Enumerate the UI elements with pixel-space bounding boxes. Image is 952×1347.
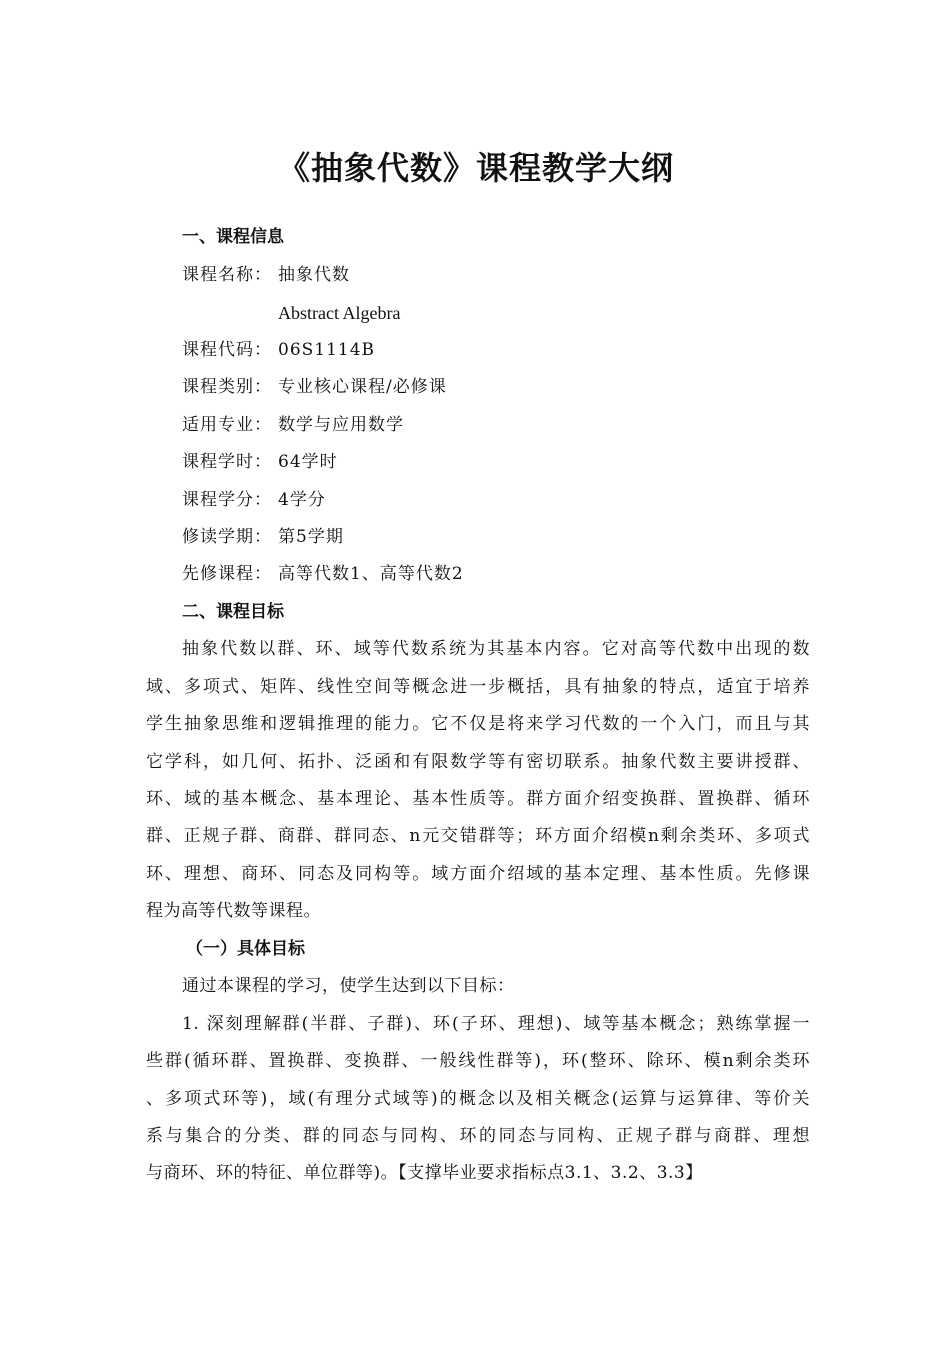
subheading-specific-goals: （一）具体目标 [186, 939, 305, 959]
info-row-course-category [182, 375, 447, 399]
paragraph-line: 学生抽象思维和逻辑推理的能力。它不仅是将来学习代数的一个入门，而且与其 [146, 714, 810, 734]
info-label: 修读学期： [182, 527, 272, 547]
goal-line: 1. 深刻理解群(半群、子群)、环(子环、理想)、域等基本概念；熟练掌握一 [182, 1014, 810, 1034]
info-value: 专业核心课程/必修课 [278, 377, 447, 397]
paragraph-line: 环、域的基本概念、基本理论、基本性质等。群方面介绍变换群、置换群、循环 [146, 789, 810, 809]
info-row-prerequisites [182, 562, 464, 586]
info-label: 适用专业： [182, 415, 272, 435]
goal-line: 系与集合的分类、群的同态与同构、环的同态与同构、正规子群与商群、理想 [146, 1126, 810, 1146]
info-label: 先修课程： [182, 564, 272, 584]
paragraph-line: 程为高等代数等课程。 [146, 901, 321, 921]
info-row-course-name [182, 263, 350, 287]
info-value: 抽象代数 [278, 265, 350, 285]
goal-line: 与商环、环的特征、单位群等)。【支撑毕业要求指标点3.1、3.2、3.3】 [146, 1163, 703, 1183]
goals-intro: 通过本课程的学习，使学生达到以下目标： [182, 976, 515, 996]
info-label: 课程学时： [182, 452, 272, 472]
document-title: 《抽象代数》课程教学大纲 [277, 149, 674, 187]
info-label: 课程代码： [182, 340, 272, 360]
paragraph-line: 抽象代数以群、环、域等代数系统为其基本内容。它对高等代数中出现的数 [182, 639, 810, 659]
info-row-hours [182, 450, 338, 474]
info-value: 第5学期 [278, 527, 344, 547]
info-value: 06S1114B [278, 340, 376, 360]
info-label: 课程类别： [182, 377, 272, 397]
info-row-semester [182, 525, 344, 549]
info-row-course-code [182, 338, 375, 362]
info-row-credits [182, 488, 326, 512]
info-row-major [182, 413, 404, 437]
section-heading-course-goals: 二、课程目标 [182, 602, 284, 622]
info-value: 数学与应用数学 [278, 415, 404, 435]
paragraph-line: 它学科，如几何、拓扑、泛函和有限数学等有密切联系。抽象代数主要讲授群、 [146, 752, 810, 772]
section-heading-course-info: 一、课程信息 [182, 227, 284, 247]
info-value: 64学时 [278, 452, 338, 472]
paragraph-line: 群、正规子群、商群、群同态、n元交错群等；环方面介绍模n剩余类环、多项式 [146, 826, 810, 846]
info-row-english-name: Abstract Algebra [278, 303, 401, 323]
paragraph-line: 域、多项式、矩阵、线性空间等概念进一步概括，具有抽象的特点，适宜于培养 [146, 677, 810, 697]
info-value: 高等代数1、高等代数2 [278, 564, 464, 584]
info-label: 课程学分： [182, 490, 272, 510]
info-label: 课程名称： [182, 265, 272, 285]
goal-line: 、多项式环等)，域(有理分式域等)的概念以及相关概念(运算与运算律、等价关 [146, 1089, 810, 1109]
info-value: 4学分 [278, 490, 326, 510]
goal-line: 些群(循环群、置换群、变换群、一般线性群等)，环(整环、除环、模n剩余类环 [146, 1051, 810, 1071]
paragraph-line: 环、理想、商环、同态及同构等。域方面介绍域的基本定理、基本性质。先修课 [146, 864, 810, 884]
